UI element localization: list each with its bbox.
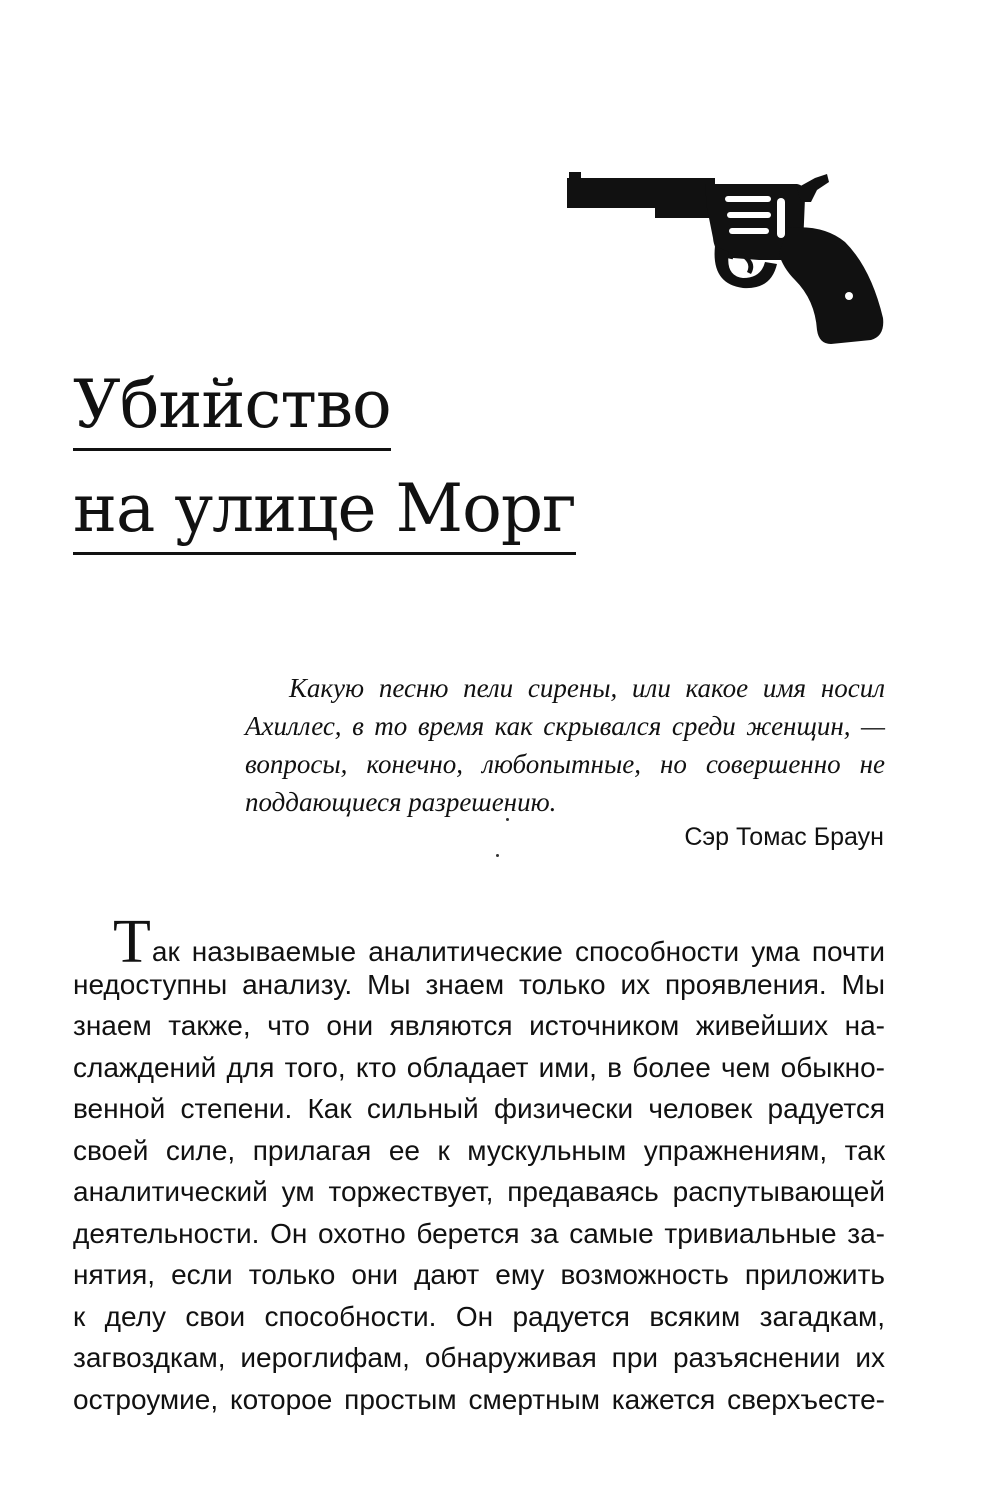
epigraph-line-3: вопросы, конечно, любопытные, но совершенно не bbox=[245, 749, 885, 779]
epigraph-line-2: Ахиллес, в то время как скрывался среди женщин, — bbox=[245, 711, 885, 741]
epigraph-line-4: поддающиеся разрешению. bbox=[245, 787, 557, 817]
body-line-10: к делу свои способности. Он радуется всяким загадкам, bbox=[73, 1300, 885, 1332]
body-line-1-text: ак называемые аналитические способности ума почти bbox=[151, 936, 885, 967]
title-line-1: Убийство bbox=[73, 372, 391, 451]
epigraph-line-1: Какую песню пели сирены, или какое имя носил bbox=[289, 673, 885, 703]
body-line-8: деятельности. Он охотно берется за самые тривиальные за- bbox=[73, 1217, 885, 1249]
print-speck bbox=[496, 854, 499, 857]
body-line-6: своей силе, прилагая ее к мускульным упражнениям, так bbox=[73, 1134, 885, 1166]
body-line-4: слаждений для того, кто обладает ими, в более чем обыкно- bbox=[73, 1051, 885, 1083]
revolver-icon bbox=[565, 168, 885, 348]
body-line-1 bbox=[73, 908, 885, 976]
epigraph-author: Сэр Томас Браун bbox=[684, 823, 884, 851]
body-line-2: недоступны анализу. Мы знаем только их проявления. Мы bbox=[73, 968, 885, 1000]
title-line-2: на улице Морг bbox=[73, 476, 576, 555]
body-line-12: остроумие, которое простым смертным кажется сверхъесте- bbox=[73, 1383, 885, 1415]
body-text bbox=[73, 908, 885, 1420]
body-line-3: знаем также, что они являются источником живейших на- bbox=[73, 1010, 885, 1041]
print-speck bbox=[506, 818, 509, 821]
body-line-5: венной степени. Как сильный физически человек радуется bbox=[73, 1093, 885, 1124]
body-line-9: нятия, если только они дают ему возможность приложить bbox=[73, 1259, 885, 1290]
body-line-7: аналитический ум торжествует, предаваясь распутывающей bbox=[73, 1176, 885, 1207]
body-line-11: загвоздкам, иероглифам, обнаруживая при разъяснении их bbox=[73, 1342, 885, 1373]
drop-cap: Т bbox=[113, 908, 151, 976]
epigraph bbox=[245, 669, 885, 821]
